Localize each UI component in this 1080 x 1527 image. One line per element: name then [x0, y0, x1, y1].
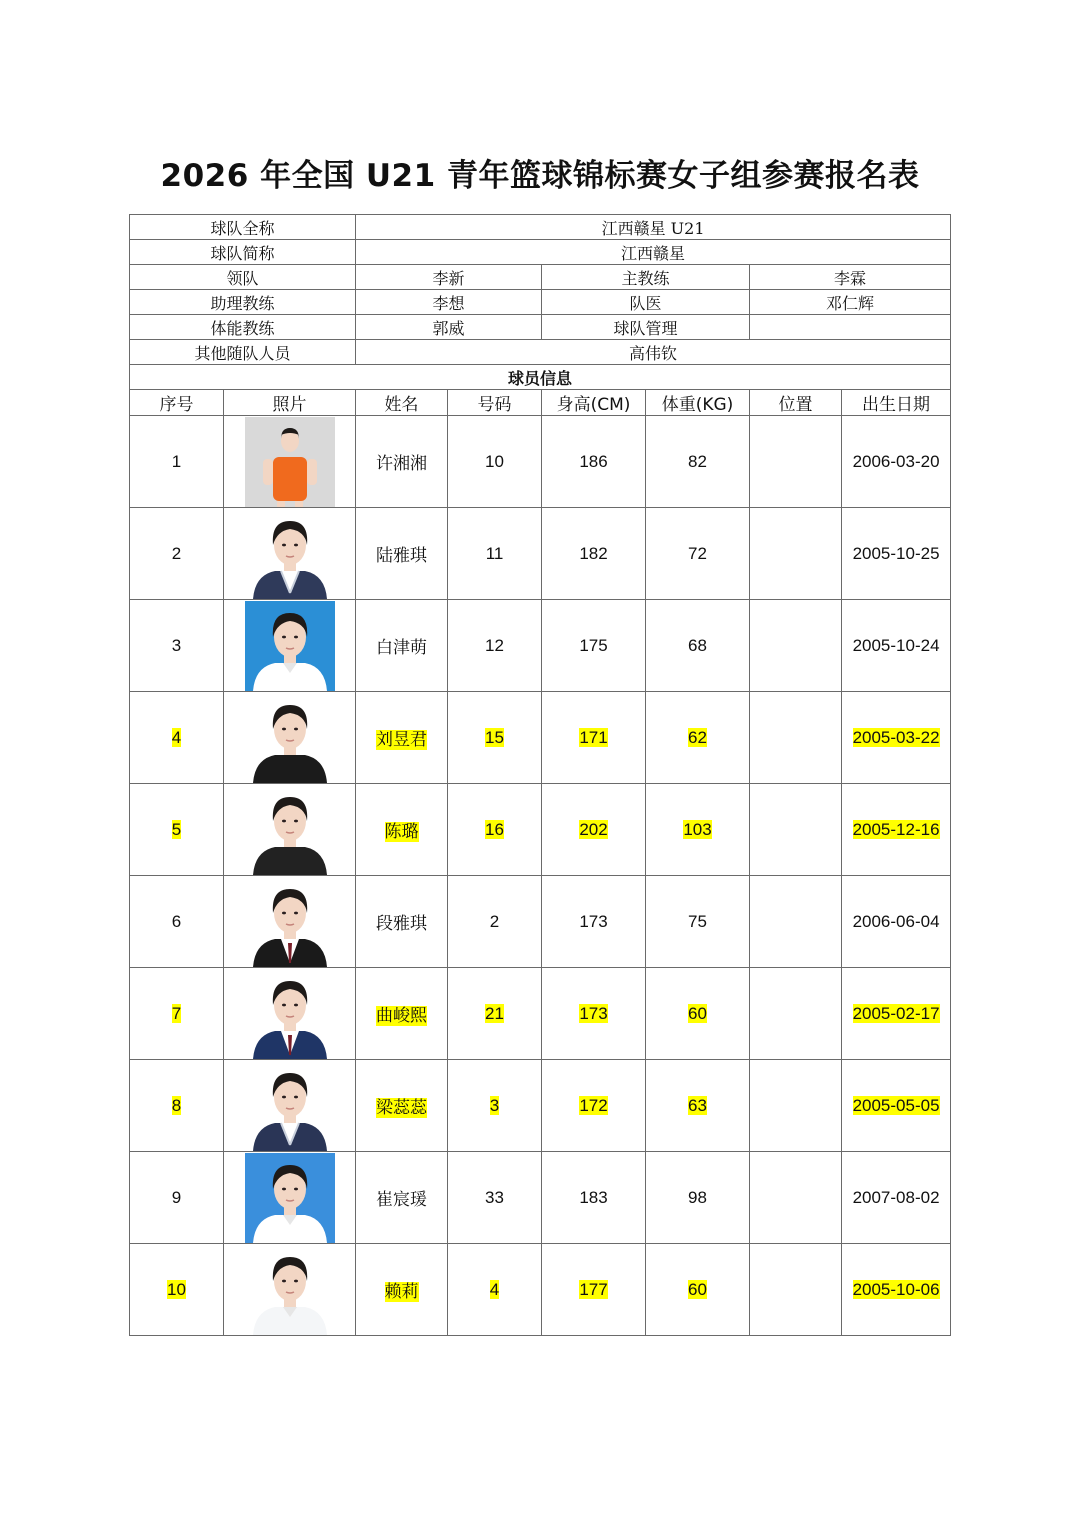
player-height: 173 — [579, 1003, 608, 1023]
team-manager-value — [750, 315, 951, 340]
player-weight: 75 — [688, 911, 707, 931]
player-dob-cell — [842, 1244, 951, 1336]
player-number: 12 — [485, 635, 504, 655]
player-height-cell — [542, 416, 646, 508]
col-header-position: 位置 — [750, 390, 842, 416]
player-height: 177 — [579, 1279, 608, 1299]
player-dob-cell — [842, 876, 951, 968]
player-index: 3 — [171, 635, 182, 655]
player-weight-cell — [646, 876, 750, 968]
column-header-row — [130, 390, 951, 416]
player-name: 赖莉 — [384, 1282, 419, 1302]
player-photo-cell — [224, 1152, 356, 1244]
player-weight: 82 — [688, 451, 707, 471]
player-name-cell — [356, 1060, 448, 1152]
player-index-cell — [130, 1060, 224, 1152]
player-dob-cell — [842, 416, 951, 508]
player-dob: 2005-10-25 — [852, 543, 940, 563]
player-dob-cell — [842, 1152, 951, 1244]
player-height-cell — [542, 508, 646, 600]
player-name-cell — [356, 692, 448, 784]
player-number-cell — [448, 1244, 542, 1336]
player-photo — [245, 969, 335, 1059]
player-height: 183 — [579, 1187, 608, 1207]
player-photo-cell — [224, 876, 356, 968]
player-dob: 2006-06-04 — [852, 911, 940, 931]
player-position-cell — [750, 1152, 842, 1244]
player-dob: 2005-10-24 — [852, 635, 940, 655]
player-index: 10 — [167, 1279, 186, 1299]
player-number: 15 — [485, 727, 504, 747]
assistant-coach-value: 李想 — [356, 290, 542, 315]
player-number-cell — [448, 1060, 542, 1152]
player-position-cell — [750, 1060, 842, 1152]
col-header-number: 号码 — [448, 390, 542, 416]
player-name: 梁蕊蕊 — [376, 1098, 428, 1118]
player-photo — [245, 509, 335, 599]
player-height: 172 — [579, 1095, 608, 1115]
player-index: 9 — [171, 1187, 182, 1207]
player-section-row — [130, 365, 951, 390]
player-weight: 68 — [688, 635, 707, 655]
player-dob-cell — [842, 968, 951, 1060]
player-photo — [245, 693, 335, 783]
table-row — [130, 1152, 951, 1244]
player-number: 10 — [485, 451, 504, 471]
assistant-row — [130, 290, 951, 315]
player-rows — [130, 416, 951, 1336]
player-name-cell — [356, 600, 448, 692]
player-photo-cell — [224, 968, 356, 1060]
player-weight: 103 — [683, 819, 712, 839]
player-index: 2 — [171, 543, 182, 563]
player-position-cell — [750, 968, 842, 1060]
player-photo — [245, 785, 335, 875]
player-name-cell — [356, 784, 448, 876]
others-value: 高伟钦 — [356, 340, 951, 365]
player-number: 4 — [489, 1279, 500, 1299]
player-weight-cell — [646, 600, 750, 692]
player-weight-cell — [646, 968, 750, 1060]
player-name: 曲峻熙 — [376, 1006, 428, 1026]
player-name-cell — [356, 508, 448, 600]
player-index: 4 — [171, 727, 182, 747]
player-number: 2 — [489, 911, 500, 931]
table-row — [130, 876, 951, 968]
player-name: 陆雅琪 — [376, 546, 428, 566]
player-height-cell — [542, 600, 646, 692]
player-height: 171 — [579, 727, 608, 747]
fitness-coach-label: 体能教练 — [130, 315, 356, 340]
player-index-cell — [130, 1244, 224, 1336]
team-short-name-value: 江西赣星 — [356, 240, 951, 265]
player-number-cell — [448, 1152, 542, 1244]
player-number-cell — [448, 416, 542, 508]
team-full-name-row — [130, 215, 951, 240]
player-photo — [245, 1061, 335, 1151]
team-doctor-value: 邓仁辉 — [750, 290, 951, 315]
player-index: 6 — [171, 911, 182, 931]
player-dob: 2005-12-16 — [852, 819, 940, 839]
table-row — [130, 968, 951, 1060]
player-index-cell — [130, 968, 224, 1060]
player-index: 8 — [171, 1095, 182, 1115]
player-photo — [245, 1245, 335, 1335]
player-name-cell — [356, 968, 448, 1060]
player-dob-cell — [842, 600, 951, 692]
team-full-name-value: 江西赣星 U21 — [356, 215, 951, 240]
table-row — [130, 508, 951, 600]
player-dob: 2005-10-06 — [852, 1279, 940, 1299]
player-height-cell — [542, 876, 646, 968]
player-photo — [245, 877, 335, 967]
table-row — [130, 692, 951, 784]
player-photo-cell — [224, 1060, 356, 1152]
fitness-row — [130, 315, 951, 340]
player-weight-cell — [646, 1244, 750, 1336]
player-height-cell — [542, 784, 646, 876]
col-header-photo: 照片 — [224, 390, 356, 416]
player-number-cell — [448, 600, 542, 692]
player-position-cell — [750, 416, 842, 508]
player-name-cell — [356, 1244, 448, 1336]
player-photo-cell — [224, 692, 356, 784]
team-short-name-row — [130, 240, 951, 265]
player-index-cell — [130, 416, 224, 508]
player-weight-cell — [646, 416, 750, 508]
player-dob: 2007-08-02 — [852, 1187, 940, 1207]
player-number-cell — [448, 692, 542, 784]
player-position-cell — [750, 692, 842, 784]
player-weight: 60 — [688, 1003, 707, 1023]
player-photo-cell — [224, 416, 356, 508]
player-index: 1 — [171, 451, 182, 471]
others-row — [130, 340, 951, 365]
leader-value: 李新 — [356, 265, 542, 290]
player-number-cell — [448, 876, 542, 968]
table-row — [130, 1060, 951, 1152]
player-photo — [245, 1153, 335, 1243]
player-weight-cell — [646, 1152, 750, 1244]
player-photo-cell — [224, 508, 356, 600]
player-index-cell — [130, 876, 224, 968]
player-height-cell — [542, 1060, 646, 1152]
player-number: 16 — [485, 819, 504, 839]
player-index-cell — [130, 1152, 224, 1244]
player-position-cell — [750, 600, 842, 692]
player-height: 175 — [579, 635, 608, 655]
table-row — [130, 600, 951, 692]
team-full-name-label: 球队全称 — [130, 215, 356, 240]
player-height-cell — [542, 968, 646, 1060]
player-dob: 2005-05-05 — [852, 1095, 940, 1115]
player-index-cell — [130, 692, 224, 784]
team-doctor-label: 队医 — [542, 290, 750, 315]
player-index-cell — [130, 600, 224, 692]
player-name-cell — [356, 416, 448, 508]
others-label: 其他随队人员 — [130, 340, 356, 365]
player-height: 202 — [579, 819, 608, 839]
player-index-cell — [130, 508, 224, 600]
player-position-cell — [750, 784, 842, 876]
player-position-cell — [750, 876, 842, 968]
player-weight-cell — [646, 508, 750, 600]
player-weight-cell — [646, 1060, 750, 1152]
player-number: 11 — [485, 543, 504, 563]
player-dob: 2005-03-22 — [852, 727, 940, 747]
player-height: 173 — [579, 911, 608, 931]
player-weight: 62 — [688, 727, 707, 747]
player-index-cell — [130, 784, 224, 876]
player-photo — [245, 417, 335, 507]
team-short-name-label: 球队简称 — [130, 240, 356, 265]
player-weight-cell — [646, 692, 750, 784]
player-position-cell — [750, 508, 842, 600]
player-name: 陈璐 — [384, 822, 419, 842]
player-photo-cell — [224, 784, 356, 876]
player-weight: 63 — [688, 1095, 707, 1115]
player-name: 段雅琪 — [376, 914, 428, 934]
player-index: 7 — [171, 1003, 182, 1023]
player-number-cell — [448, 784, 542, 876]
leader-label: 领队 — [130, 265, 356, 290]
player-number-cell — [448, 968, 542, 1060]
player-name: 崔宸瑗 — [376, 1190, 428, 1210]
player-photo-cell — [224, 1244, 356, 1336]
player-position-cell — [750, 1244, 842, 1336]
player-height-cell — [542, 1152, 646, 1244]
col-header-index: 序号 — [130, 390, 224, 416]
player-number: 3 — [489, 1095, 500, 1115]
player-name: 许湘湘 — [376, 454, 428, 474]
table-row — [130, 1244, 951, 1336]
player-index: 5 — [171, 819, 182, 839]
table-row — [130, 784, 951, 876]
assistant-coach-label: 助理教练 — [130, 290, 356, 315]
player-height: 186 — [579, 451, 608, 471]
player-photo-cell — [224, 600, 356, 692]
player-weight: 72 — [688, 543, 707, 563]
leader-row — [130, 265, 951, 290]
player-height-cell — [542, 692, 646, 784]
player-number-cell — [448, 508, 542, 600]
player-name-cell — [356, 1152, 448, 1244]
col-header-name: 姓名 — [356, 390, 448, 416]
player-photo — [245, 601, 335, 691]
player-dob-cell — [842, 1060, 951, 1152]
player-number: 21 — [485, 1003, 504, 1023]
player-name: 白津萌 — [376, 638, 428, 658]
col-header-dob: 出生日期 — [842, 390, 951, 416]
col-header-weight: 体重(KG) — [646, 390, 750, 416]
head-coach-label: 主教练 — [542, 265, 750, 290]
table-row — [130, 416, 951, 508]
player-number: 33 — [485, 1187, 504, 1207]
head-coach-value: 李霖 — [750, 265, 951, 290]
page-title: 2026 年全国 U21 青年篮球锦标赛女子组参赛报名表 — [160, 158, 920, 194]
player-section-title: 球员信息 — [130, 365, 951, 390]
player-dob: 2006-03-20 — [852, 451, 940, 471]
team-manager-label: 球队管理 — [542, 315, 750, 340]
player-dob-cell — [842, 784, 951, 876]
col-header-height: 身高(CM) — [542, 390, 646, 416]
fitness-coach-value: 郭威 — [356, 315, 542, 340]
player-height: 182 — [579, 543, 608, 563]
player-weight-cell — [646, 784, 750, 876]
player-weight: 60 — [688, 1279, 707, 1299]
player-dob-cell — [842, 692, 951, 784]
player-name-cell — [356, 876, 448, 968]
registration-table — [129, 214, 951, 1336]
player-weight: 98 — [688, 1187, 707, 1207]
player-dob-cell — [842, 508, 951, 600]
player-dob: 2005-02-17 — [852, 1003, 940, 1023]
player-height-cell — [542, 1244, 646, 1336]
player-name: 刘昱君 — [376, 730, 428, 750]
